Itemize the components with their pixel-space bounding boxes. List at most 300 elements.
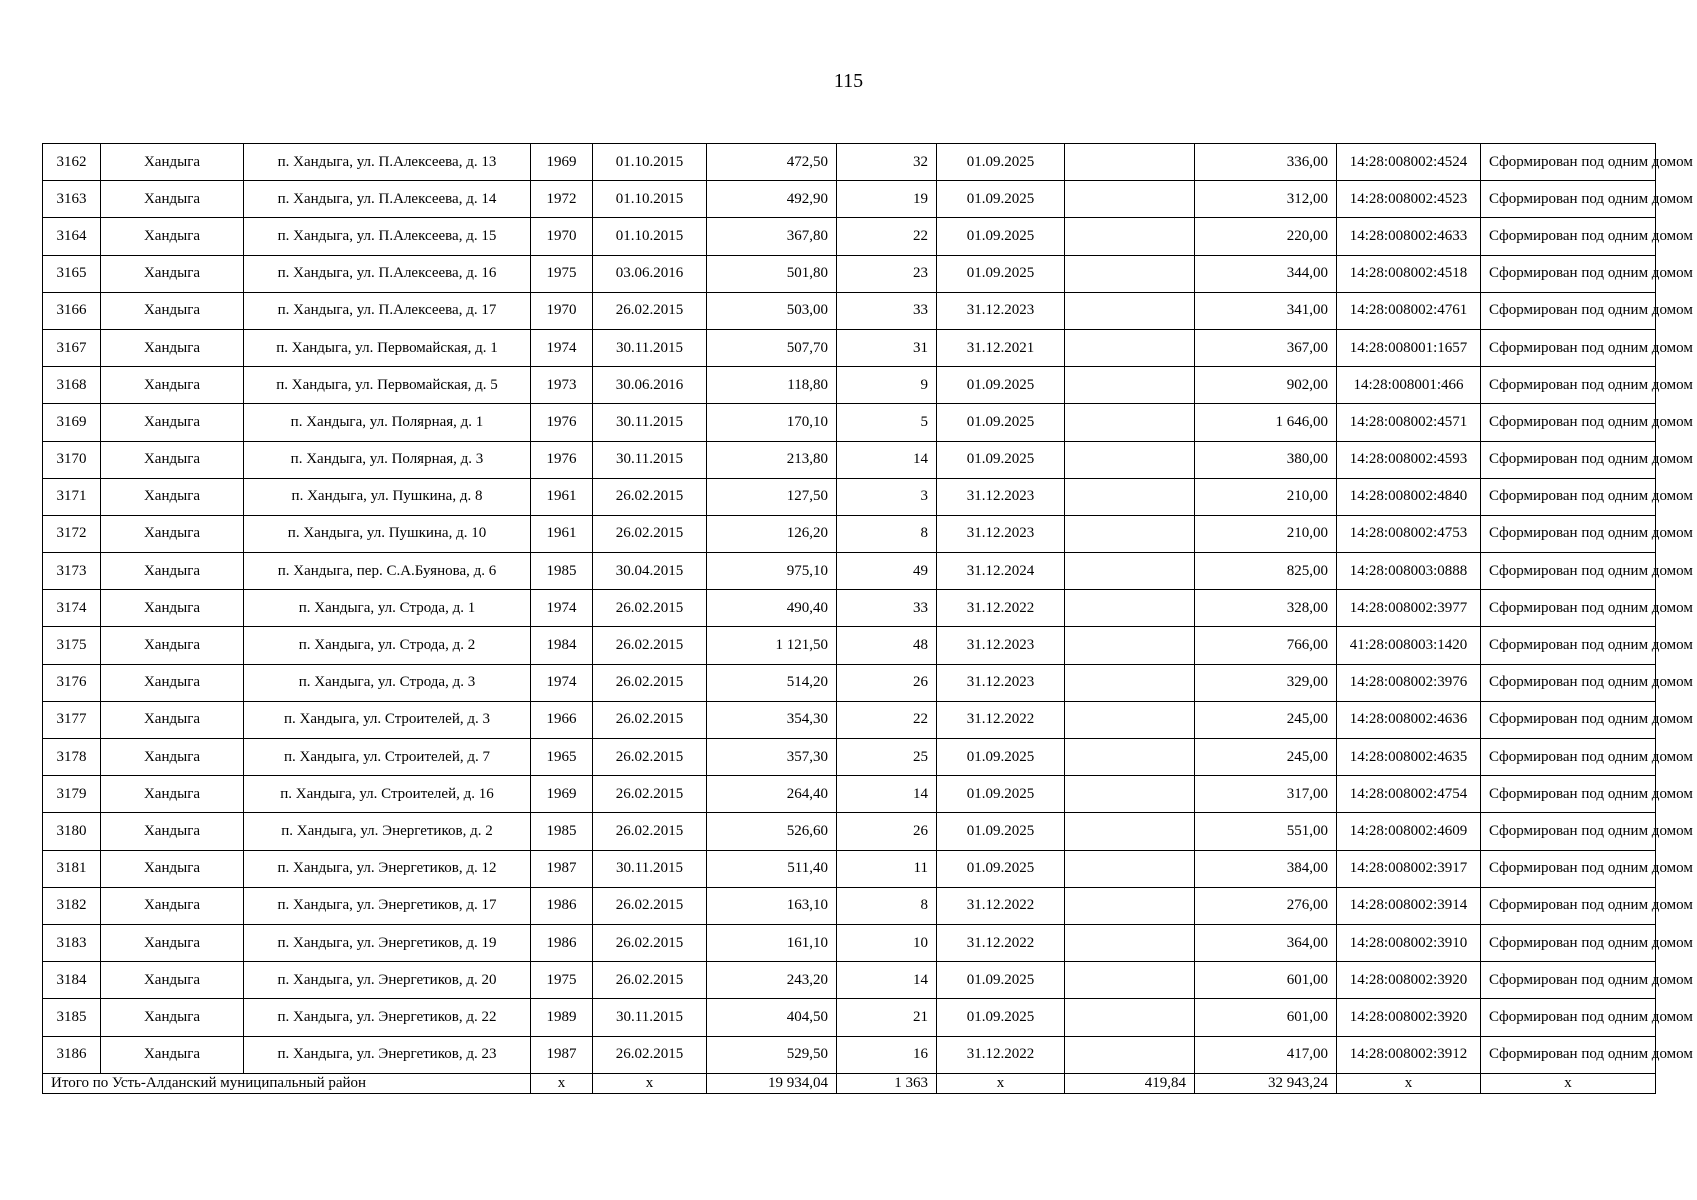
cell-area: 501,80 [707, 255, 837, 292]
cell-note: Сформирован под одним домом [1481, 441, 1656, 478]
cell-note: Сформирован под одним домом [1481, 404, 1656, 441]
cell-settlement: Хандыга [101, 664, 244, 701]
cell-deadline: 01.09.2025 [937, 776, 1065, 813]
cell-date: 30.11.2015 [593, 999, 707, 1036]
cell-address: п. Хандыга, ул. Строда, д. 1 [244, 590, 531, 627]
cell-cadastral: 14:28:008002:4633 [1337, 218, 1481, 255]
cell-cadastral: 14:28:008003:0888 [1337, 553, 1481, 590]
cell-cadastral: 14:28:008002:3976 [1337, 664, 1481, 701]
table-row [43, 478, 1656, 515]
cell-date: 26.02.2015 [593, 515, 707, 552]
cell-extra [1065, 813, 1195, 850]
table-row [43, 144, 1656, 181]
cell-note: Сформирован под одним домом [1481, 292, 1656, 329]
cell-land-area: 384,00 [1195, 850, 1337, 887]
cell-date: 26.02.2015 [593, 813, 707, 850]
cell-note: Сформирован под одним домом [1481, 478, 1656, 515]
cell-note: Сформирован под одним домом [1481, 701, 1656, 738]
cell-extra [1065, 701, 1195, 738]
cell-land-area: 344,00 [1195, 255, 1337, 292]
cell-year: 1965 [531, 739, 593, 776]
cell-year: 1976 [531, 441, 593, 478]
cell-deadline: 01.09.2025 [937, 255, 1065, 292]
cell-year: 1986 [531, 924, 593, 961]
cell-settlement: Хандыга [101, 515, 244, 552]
cell-area: 213,80 [707, 441, 837, 478]
cell-year: 1985 [531, 813, 593, 850]
cell-land-area: 825,00 [1195, 553, 1337, 590]
cell-deadline: 31.12.2023 [937, 627, 1065, 664]
cell-cadastral: 14:28:008002:4753 [1337, 515, 1481, 552]
cell-area: 357,30 [707, 739, 837, 776]
cell-year: 1973 [531, 367, 593, 404]
cell-cadastral: 14:28:008002:4593 [1337, 441, 1481, 478]
cell-residents: 8 [837, 515, 937, 552]
table-row [43, 590, 1656, 627]
cell-number: 3173 [43, 553, 101, 590]
cell-settlement: Хандыга [101, 218, 244, 255]
cell-residents: 31 [837, 329, 937, 366]
cell-date: 26.02.2015 [593, 924, 707, 961]
cell-area: 529,50 [707, 1036, 837, 1073]
cell-land-area: 336,00 [1195, 144, 1337, 181]
cell-cadastral: 14:28:008001:466 [1337, 367, 1481, 404]
cell-residents: 16 [837, 1036, 937, 1073]
cell-number: 3184 [43, 962, 101, 999]
cell-extra [1065, 553, 1195, 590]
cell-deadline: 01.09.2025 [937, 999, 1065, 1036]
cell-address: п. Хандыга, ул. П.Алексеева, д. 15 [244, 218, 531, 255]
cell-cadastral: 14:28:008002:4761 [1337, 292, 1481, 329]
table-row [43, 292, 1656, 329]
cell-extra [1065, 850, 1195, 887]
cell-land-area: 317,00 [1195, 776, 1337, 813]
cell-address: п. Хандыга, ул. Энергетиков, д. 23 [244, 1036, 531, 1073]
total-extra: 419,84 [1065, 1073, 1195, 1093]
cell-number: 3177 [43, 701, 101, 738]
cell-number: 3167 [43, 329, 101, 366]
cell-note: Сформирован под одним домом [1481, 553, 1656, 590]
cell-note: Сформирован под одним домом [1481, 329, 1656, 366]
cell-settlement: Хандыга [101, 144, 244, 181]
cell-number: 3166 [43, 292, 101, 329]
cell-settlement: Хандыга [101, 813, 244, 850]
cell-deadline: 01.09.2025 [937, 367, 1065, 404]
cell-date: 30.04.2015 [593, 553, 707, 590]
cell-note: Сформирован под одним домом [1481, 962, 1656, 999]
cell-date: 01.10.2015 [593, 181, 707, 218]
cell-year: 1974 [531, 664, 593, 701]
cell-cadastral: 14:28:008002:4524 [1337, 144, 1481, 181]
cell-year: 1989 [531, 999, 593, 1036]
cell-note: Сформирован под одним домом [1481, 1036, 1656, 1073]
cell-cadastral: 14:28:008002:4523 [1337, 181, 1481, 218]
cell-cadastral: 14:28:008002:4636 [1337, 701, 1481, 738]
table-row [43, 329, 1656, 366]
cell-area: 367,80 [707, 218, 837, 255]
cell-cadastral: 14:28:008002:3912 [1337, 1036, 1481, 1073]
cell-date: 30.11.2015 [593, 850, 707, 887]
cell-cadastral: 14:28:008002:3977 [1337, 590, 1481, 627]
cell-land-area: 245,00 [1195, 739, 1337, 776]
cell-year: 1975 [531, 255, 593, 292]
cell-extra [1065, 329, 1195, 366]
table-row [43, 441, 1656, 478]
table-row [43, 813, 1656, 850]
cell-note: Сформирован под одним домом [1481, 776, 1656, 813]
cell-deadline: 31.12.2024 [937, 553, 1065, 590]
cell-residents: 48 [837, 627, 937, 664]
cell-area: 118,80 [707, 367, 837, 404]
cell-address: п. Хандыга, ул. Энергетиков, д. 17 [244, 887, 531, 924]
total-land: 32 943,24 [1195, 1073, 1337, 1093]
cell-land-area: 341,00 [1195, 292, 1337, 329]
table-row [43, 404, 1656, 441]
cell-residents: 21 [837, 999, 937, 1036]
cell-address: п. Хандыга, ул. Энергетиков, д. 2 [244, 813, 531, 850]
cell-number: 3175 [43, 627, 101, 664]
cell-date: 30.11.2015 [593, 329, 707, 366]
cell-area: 404,50 [707, 999, 837, 1036]
cell-land-area: 276,00 [1195, 887, 1337, 924]
cell-date: 26.02.2015 [593, 701, 707, 738]
cell-address: п. Хандыга, ул. Энергетиков, д. 12 [244, 850, 531, 887]
cell-land-area: 328,00 [1195, 590, 1337, 627]
table-row [43, 553, 1656, 590]
cell-residents: 22 [837, 701, 937, 738]
table-row [43, 999, 1656, 1036]
cell-extra [1065, 887, 1195, 924]
cell-settlement: Хандыга [101, 962, 244, 999]
cell-land-area: 601,00 [1195, 999, 1337, 1036]
total-area: 19 934,04 [707, 1073, 837, 1093]
cell-settlement: Хандыга [101, 850, 244, 887]
cell-residents: 3 [837, 478, 937, 515]
cell-number: 3185 [43, 999, 101, 1036]
cell-address: п. Хандыга, ул. Полярная, д. 1 [244, 404, 531, 441]
cell-date: 01.10.2015 [593, 144, 707, 181]
cell-settlement: Хандыга [101, 255, 244, 292]
cell-address: п. Хандыга, ул. Строителей, д. 7 [244, 739, 531, 776]
cell-settlement: Хандыга [101, 329, 244, 366]
cell-extra [1065, 144, 1195, 181]
cell-deadline: 31.12.2023 [937, 664, 1065, 701]
table-row [43, 887, 1656, 924]
cell-area: 472,50 [707, 144, 837, 181]
cell-cadastral: 41:28:008003:1420 [1337, 627, 1481, 664]
cell-date: 01.10.2015 [593, 218, 707, 255]
cell-residents: 33 [837, 292, 937, 329]
cell-number: 3170 [43, 441, 101, 478]
cell-number: 3168 [43, 367, 101, 404]
cell-extra [1065, 404, 1195, 441]
cell-residents: 5 [837, 404, 937, 441]
cell-settlement: Хандыга [101, 553, 244, 590]
cell-year: 1961 [531, 515, 593, 552]
table-row [43, 850, 1656, 887]
cell-extra [1065, 292, 1195, 329]
cell-number: 3181 [43, 850, 101, 887]
cell-year: 1966 [531, 701, 593, 738]
cell-number: 3164 [43, 218, 101, 255]
cell-area: 264,40 [707, 776, 837, 813]
cell-area: 126,20 [707, 515, 837, 552]
cell-date: 30.11.2015 [593, 441, 707, 478]
cell-address: п. Хандыга, ул. П.Алексеева, д. 14 [244, 181, 531, 218]
cell-note: Сформирован под одним домом [1481, 590, 1656, 627]
cell-area: 975,10 [707, 553, 837, 590]
table-row [43, 255, 1656, 292]
total-row [43, 1073, 1656, 1093]
cell-cadastral: 14:28:008002:4609 [1337, 813, 1481, 850]
cell-number: 3174 [43, 590, 101, 627]
cell-land-area: 210,00 [1195, 515, 1337, 552]
cell-note: Сформирован под одним домом [1481, 181, 1656, 218]
cell-area: 161,10 [707, 924, 837, 961]
cell-residents: 8 [837, 887, 937, 924]
cell-address: п. Хандыга, ул. Строда, д. 3 [244, 664, 531, 701]
total-date: x [593, 1073, 707, 1093]
cell-deadline: 01.09.2025 [937, 218, 1065, 255]
cell-year: 1974 [531, 329, 593, 366]
cell-land-area: 601,00 [1195, 962, 1337, 999]
housing-registry-table [42, 143, 1693, 1094]
cell-address: п. Хандыга, ул. Первомайская, д. 5 [244, 367, 531, 404]
cell-residents: 33 [837, 590, 937, 627]
cell-land-area: 220,00 [1195, 218, 1337, 255]
cell-cadastral: 14:28:008002:3917 [1337, 850, 1481, 887]
cell-settlement: Хандыга [101, 887, 244, 924]
cell-year: 1987 [531, 850, 593, 887]
cell-area: 354,30 [707, 701, 837, 738]
cell-extra [1065, 218, 1195, 255]
cell-residents: 9 [837, 367, 937, 404]
cell-settlement: Хандыга [101, 1036, 244, 1073]
cell-area: 514,20 [707, 664, 837, 701]
cell-date: 26.02.2015 [593, 664, 707, 701]
table-row [43, 739, 1656, 776]
cell-land-area: 766,00 [1195, 627, 1337, 664]
cell-residents: 14 [837, 776, 937, 813]
cell-extra [1065, 590, 1195, 627]
cell-date: 26.02.2015 [593, 1036, 707, 1073]
cell-residents: 11 [837, 850, 937, 887]
cell-date: 30.11.2015 [593, 404, 707, 441]
cell-deadline: 01.09.2025 [937, 739, 1065, 776]
cell-date: 26.02.2015 [593, 776, 707, 813]
total-residents: 1 363 [837, 1073, 937, 1093]
cell-land-area: 1 646,00 [1195, 404, 1337, 441]
cell-number: 3163 [43, 181, 101, 218]
cell-extra [1065, 367, 1195, 404]
cell-area: 170,10 [707, 404, 837, 441]
cell-cadastral: 14:28:008002:4840 [1337, 478, 1481, 515]
cell-land-area: 380,00 [1195, 441, 1337, 478]
cell-land-area: 417,00 [1195, 1036, 1337, 1073]
cell-extra [1065, 1036, 1195, 1073]
cell-residents: 26 [837, 813, 937, 850]
cell-note: Сформирован под одним домом [1481, 813, 1656, 850]
cell-area: 511,40 [707, 850, 837, 887]
cell-settlement: Хандыга [101, 627, 244, 664]
cell-settlement: Хандыга [101, 367, 244, 404]
cell-note: Сформирован под одним домом [1481, 924, 1656, 961]
table-body [43, 144, 1693, 1074]
cell-extra [1065, 181, 1195, 218]
cell-note: Сформирован под одним домом [1481, 255, 1656, 292]
cell-address: п. Хандыга, пер. С.А.Буянова, д. 6 [244, 553, 531, 590]
cell-area: 127,50 [707, 478, 837, 515]
cell-extra [1065, 776, 1195, 813]
cell-deadline: 01.09.2025 [937, 813, 1065, 850]
cell-number: 3182 [43, 887, 101, 924]
table-row [43, 924, 1656, 961]
cell-address: п. Хандыга, ул. Полярная, д. 3 [244, 441, 531, 478]
cell-extra [1065, 255, 1195, 292]
cell-cadastral: 14:28:008002:4518 [1337, 255, 1481, 292]
cell-year: 1984 [531, 627, 593, 664]
cell-cadastral: 14:28:008002:3914 [1337, 887, 1481, 924]
cell-address: п. Хандыга, ул. Пушкина, д. 10 [244, 515, 531, 552]
cell-address: п. Хандыга, ул. Пушкина, д. 8 [244, 478, 531, 515]
cell-date: 26.02.2015 [593, 590, 707, 627]
cell-number: 3162 [43, 144, 101, 181]
cell-deadline: 01.09.2025 [937, 962, 1065, 999]
cell-deadline: 31.12.2022 [937, 1036, 1065, 1073]
cell-address: п. Хандыга, ул. П.Алексеева, д. 16 [244, 255, 531, 292]
cell-settlement: Хандыга [101, 776, 244, 813]
total-cadastral: x [1337, 1073, 1481, 1093]
cell-settlement: Хандыга [101, 590, 244, 627]
cell-extra [1065, 627, 1195, 664]
cell-residents: 49 [837, 553, 937, 590]
cell-extra [1065, 441, 1195, 478]
cell-extra [1065, 999, 1195, 1036]
cell-deadline: 01.09.2025 [937, 404, 1065, 441]
cell-cadastral: 14:28:008002:3920 [1337, 999, 1481, 1036]
cell-note: Сформирован под одним домом [1481, 739, 1656, 776]
cell-land-area: 364,00 [1195, 924, 1337, 961]
cell-address: п. Хандыга, ул. Строителей, д. 16 [244, 776, 531, 813]
cell-settlement: Хандыга [101, 441, 244, 478]
cell-residents: 19 [837, 181, 937, 218]
total-label: Итого по Усть-Алданский муниципальный район [43, 1073, 531, 1093]
cell-number: 3183 [43, 924, 101, 961]
cell-cadastral: 14:28:008002:3910 [1337, 924, 1481, 961]
cell-number: 3180 [43, 813, 101, 850]
table-row [43, 701, 1656, 738]
cell-land-area: 312,00 [1195, 181, 1337, 218]
total-year: x [531, 1073, 593, 1093]
table-row [43, 515, 1656, 552]
table-row [43, 627, 1656, 664]
cell-year: 1985 [531, 553, 593, 590]
cell-deadline: 01.09.2025 [937, 441, 1065, 478]
cell-settlement: Хандыга [101, 739, 244, 776]
cell-note: Сформирован под одним домом [1481, 144, 1656, 181]
cell-year: 1969 [531, 776, 593, 813]
cell-residents: 25 [837, 739, 937, 776]
total-deadline: x [937, 1073, 1065, 1093]
cell-address: п. Хандыга, ул. П.Алексеева, д. 13 [244, 144, 531, 181]
cell-number: 3172 [43, 515, 101, 552]
cell-note: Сформирован под одним домом [1481, 850, 1656, 887]
cell-extra [1065, 664, 1195, 701]
cell-land-area: 245,00 [1195, 701, 1337, 738]
cell-deadline: 31.12.2022 [937, 924, 1065, 961]
cell-residents: 26 [837, 664, 937, 701]
table-row [43, 181, 1656, 218]
cell-area: 492,90 [707, 181, 837, 218]
cell-date: 03.06.2016 [593, 255, 707, 292]
cell-year: 1987 [531, 1036, 593, 1073]
cell-deadline: 31.12.2022 [937, 887, 1065, 924]
cell-cadastral: 14:28:008002:4635 [1337, 739, 1481, 776]
total-note: x [1481, 1073, 1656, 1093]
cell-deadline: 31.12.2022 [937, 701, 1065, 738]
cell-number: 3179 [43, 776, 101, 813]
cell-address: п. Хандыга, ул. Строителей, д. 3 [244, 701, 531, 738]
cell-note: Сформирован под одним домом [1481, 218, 1656, 255]
cell-area: 163,10 [707, 887, 837, 924]
table-row [43, 367, 1656, 404]
cell-number: 3165 [43, 255, 101, 292]
cell-residents: 22 [837, 218, 937, 255]
cell-extra [1065, 924, 1195, 961]
cell-residents: 32 [837, 144, 937, 181]
cell-extra [1065, 962, 1195, 999]
cell-area: 503,00 [707, 292, 837, 329]
cell-residents: 10 [837, 924, 937, 961]
cell-land-area: 551,00 [1195, 813, 1337, 850]
cell-cadastral: 14:28:008002:4571 [1337, 404, 1481, 441]
cell-note: Сформирован под одним домом [1481, 999, 1656, 1036]
cell-settlement: Хандыга [101, 181, 244, 218]
cell-year: 1974 [531, 590, 593, 627]
cell-year: 1969 [531, 144, 593, 181]
cell-number: 3178 [43, 739, 101, 776]
cell-date: 26.02.2015 [593, 739, 707, 776]
cell-note: Сформирован под одним домом [1481, 887, 1656, 924]
cell-land-area: 329,00 [1195, 664, 1337, 701]
cell-residents: 14 [837, 441, 937, 478]
cell-deadline: 31.12.2023 [937, 478, 1065, 515]
cell-note: Сформирован под одним домом [1481, 664, 1656, 701]
table-row [43, 1036, 1656, 1073]
table-row [43, 664, 1656, 701]
cell-number: 3169 [43, 404, 101, 441]
cell-year: 1961 [531, 478, 593, 515]
cell-note: Сформирован под одним домом [1481, 367, 1656, 404]
cell-deadline: 31.12.2022 [937, 590, 1065, 627]
cell-year: 1970 [531, 218, 593, 255]
cell-deadline: 31.12.2021 [937, 329, 1065, 366]
cell-date: 26.02.2015 [593, 962, 707, 999]
table-row [43, 218, 1656, 255]
cell-settlement: Хандыга [101, 404, 244, 441]
table-row [43, 962, 1656, 999]
cell-address: п. Хандыга, ул. Энергетиков, д. 19 [244, 924, 531, 961]
cell-cadastral: 14:28:008002:4754 [1337, 776, 1481, 813]
cell-area: 507,70 [707, 329, 837, 366]
cell-number: 3171 [43, 478, 101, 515]
cell-land-area: 210,00 [1195, 478, 1337, 515]
cell-note: Сформирован под одним домом [1481, 627, 1656, 664]
cell-number: 3186 [43, 1036, 101, 1073]
cell-date: 26.02.2015 [593, 292, 707, 329]
cell-cadastral: 14:28:008002:3920 [1337, 962, 1481, 999]
cell-settlement: Хандыга [101, 999, 244, 1036]
